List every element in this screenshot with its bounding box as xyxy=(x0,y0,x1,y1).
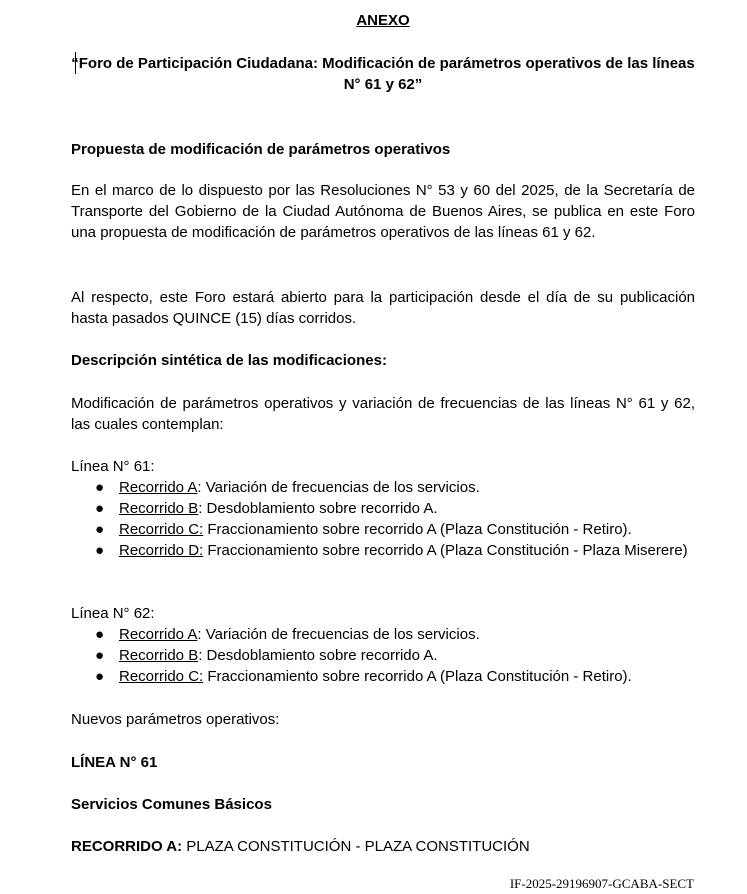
bullet-icon: ● xyxy=(95,500,105,517)
route-label: Recorrido A xyxy=(119,626,198,643)
bullet-icon: ● xyxy=(95,479,105,496)
route-description: Fraccionamiento sobre recorrido A (Plaza Constitución - Retiro). xyxy=(203,668,632,685)
route-a-value: PLAZA CONSTITUCIÓN - PLAZA CONSTITUCIÓN xyxy=(182,838,530,855)
list-item xyxy=(71,666,695,687)
route-label: Recorrido B xyxy=(119,647,199,664)
line-61-section xyxy=(71,456,695,561)
document-id: IF-2025-29196907-GCABA-SECT xyxy=(509,876,694,891)
route-label: Recorrido A xyxy=(119,479,198,496)
paragraph-modifications: Modificación de parámetros operativos y variación de frecuencias de las líneas N° 61 y 62, las cuales contemplan: xyxy=(71,395,695,433)
list-item xyxy=(71,498,695,519)
new-parameters-label: Nuevos parámetros operativos: xyxy=(71,711,280,728)
list-item xyxy=(71,540,695,561)
common-services-heading: Servicios Comunes Básicos xyxy=(71,796,272,813)
summary-heading: Descripción sintética de las modificaciones: xyxy=(71,352,387,369)
line-62-label: Línea N° 62: xyxy=(71,605,155,622)
forum-title: “Foro de Participación Ciudadana: Modificación de parámetros operativos de las líneas N° 61 y 62” xyxy=(71,55,695,93)
line-62-section xyxy=(71,603,695,687)
proposal-heading: Propuesta de modificación de parámetros operativos xyxy=(71,141,451,158)
route-label: Recorrido B xyxy=(119,500,199,517)
route-description: Fraccionamiento sobre recorrido A (Plaza Constitución - Retiro). xyxy=(203,521,632,538)
paragraph-open-period: Al respecto, este Foro estará abierto para la participación desde el día de su publicación hasta pasados QUINCE (15) días corridos. xyxy=(71,289,695,327)
paragraph-resolutions: En el marco de lo dispuesto por las Resoluciones N° 53 y 60 del 2025, de la Secretaría de Transporte del Gobierno de la Ciudad Autónoma de Buenos Aires, se publica en este Foro una propuesta de modificación de parámetros operativos de las líneas 61 y 62. xyxy=(71,182,695,241)
list-item xyxy=(71,645,695,666)
bullet-icon: ● xyxy=(95,626,105,643)
line-61-heading: LÍNEA N° 61 xyxy=(71,754,158,771)
list-item xyxy=(71,477,695,498)
line-61-list xyxy=(71,477,695,561)
route-description: : Variación de frecuencias de los servicios. xyxy=(197,479,480,496)
list-item xyxy=(71,624,695,645)
route-description: : Desdoblamiento sobre recorrido A. xyxy=(198,500,438,517)
route-a-label: RECORRIDO A: xyxy=(71,838,183,855)
bullet-icon: ● xyxy=(95,521,105,538)
bullet-icon: ● xyxy=(95,668,105,685)
route-a-line xyxy=(71,836,695,857)
route-description: : Desdoblamiento sobre recorrido A. xyxy=(198,647,438,664)
route-description: : Variación de frecuencias de los servicios. xyxy=(197,626,480,643)
route-label: Recorrido C: xyxy=(119,521,204,538)
line-62-list xyxy=(71,624,695,687)
line-61-label: Línea N° 61: xyxy=(71,458,155,475)
bullet-icon: ● xyxy=(95,647,105,664)
list-item xyxy=(71,519,695,540)
route-description: Fraccionamiento sobre recorrido A (Plaza Constitución - Plaza Miserere) xyxy=(203,542,688,559)
bullet-icon: ● xyxy=(95,542,105,559)
annex-title: ANEXO xyxy=(356,12,410,29)
route-label: Recorrido C: xyxy=(119,668,204,685)
route-label: Recorrido D: xyxy=(119,542,204,559)
